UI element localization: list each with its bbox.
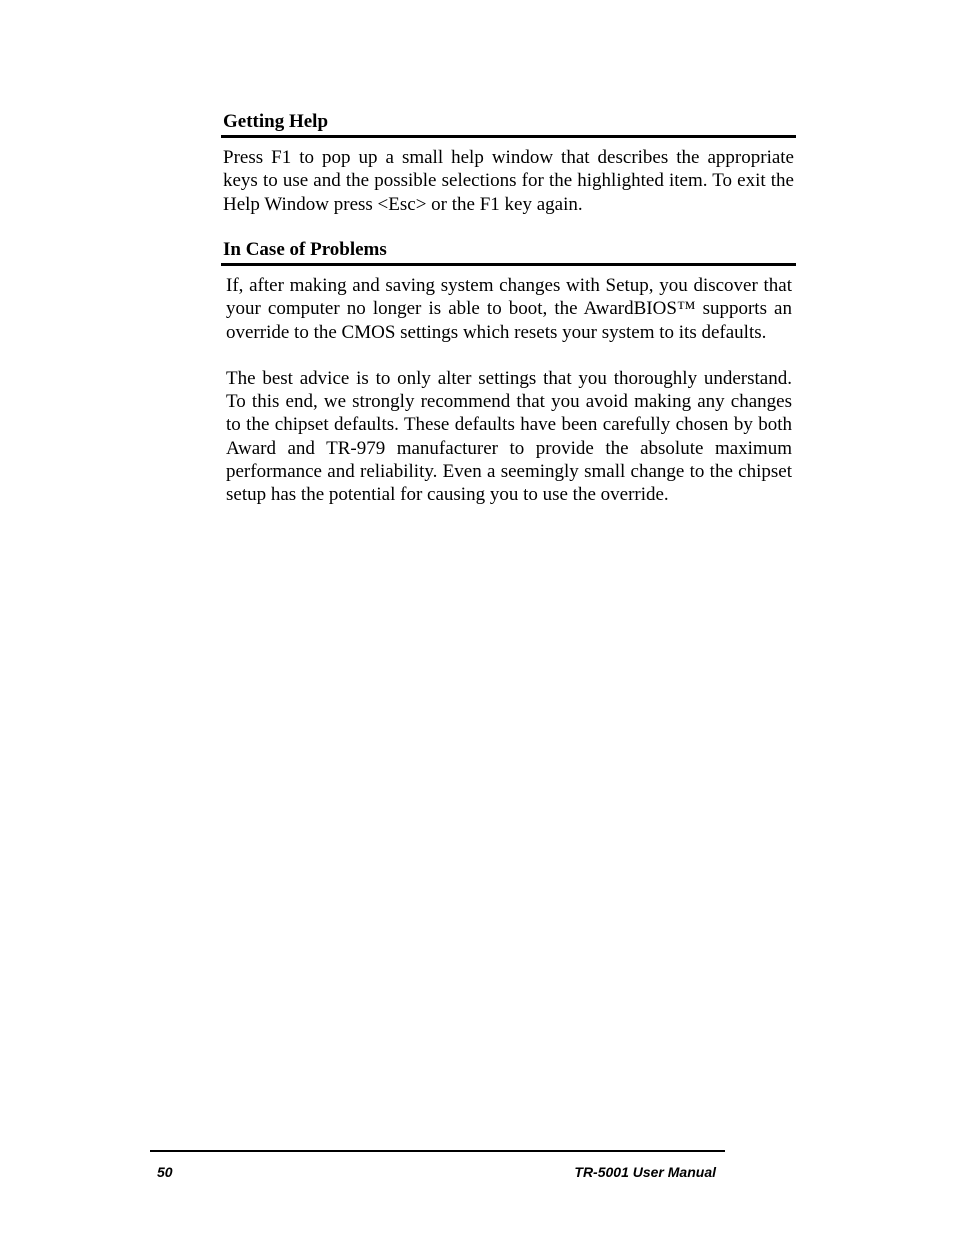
manual-title: TR-5001 User Manual — [574, 1164, 716, 1180]
paragraph-override-info: If, after making and saving system changes with Setup, you discover that your computer no longer is able to boot, the AwardBIOS™ supports an override to the CMOS settings which resets your system to its defaults. — [226, 275, 792, 343]
section-in-case-of-problems — [221, 238, 796, 507]
page-number: 50 — [157, 1164, 173, 1180]
footer-divider — [150, 1150, 725, 1152]
section-getting-help — [221, 110, 796, 216]
section-heading-in-case-of-problems: In Case of Problems — [221, 238, 796, 266]
section-heading-getting-help: Getting Help — [221, 110, 796, 138]
paragraph-getting-help: Press F1 to pop up a small help window that describes the appropriate keys to use and the possible selections for the highlighted item. To exit the Help Window press <Esc> or the F1 key again. — [223, 147, 794, 215]
paragraph-best-advice: The best advice is to only alter settings that you thoroughly understand. To this end, we strongly recommend that you avoid making any changes to the chipset defaults. These defaults have been carefully chosen by both Award and TR-979 manufacturer to provide the absolute maximum performance and reliability. Even a seemingly small change to the chipset setup has the potential for causing you to use the override. — [226, 367, 792, 506]
